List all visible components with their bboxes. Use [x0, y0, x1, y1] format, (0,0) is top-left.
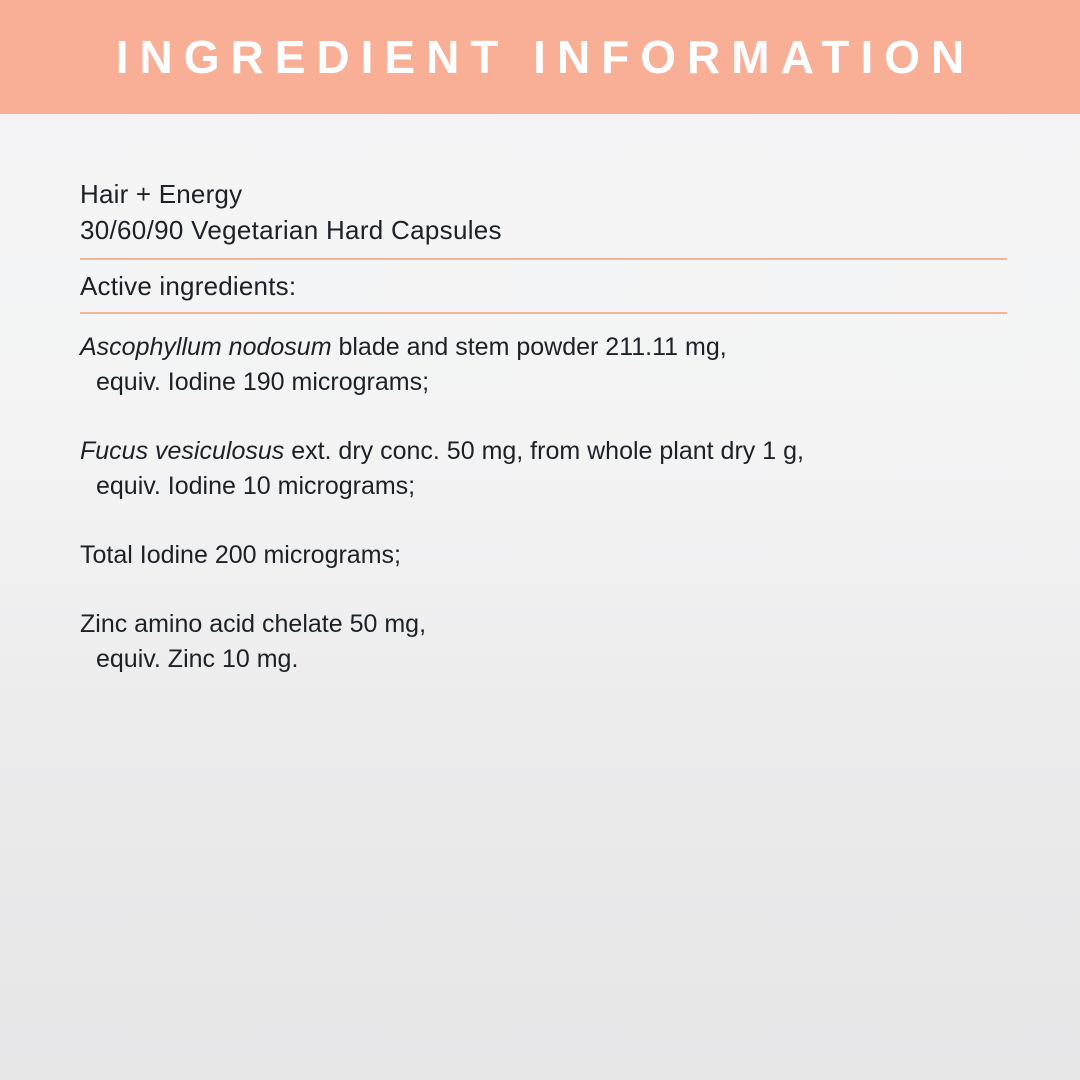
product-form: 30/60/90 Vegetarian Hard Capsules [80, 215, 502, 245]
ingredient-scientific-name: Fucus vesiculosus [80, 437, 285, 465]
ingredient-item [80, 607, 1007, 677]
ingredient-list [80, 330, 1007, 677]
ingredient-scientific-name: Ascophyllum nodosum [80, 333, 332, 361]
product-name: Hair + Energy [80, 179, 243, 209]
divider-bottom [80, 312, 1007, 314]
ingredient-equivalent: equiv. Iodine 10 micrograms; [96, 472, 416, 500]
ingredient-detail: blade and stem powder 211.11 mg, [331, 333, 727, 361]
section-heading: Active ingredients: [80, 271, 297, 301]
ingredient-detail: Total Iodine 200 micrograms; [80, 541, 401, 569]
ingredient-content [80, 176, 1007, 711]
ingredient-item [80, 538, 1007, 573]
ingredient-item [80, 434, 1007, 504]
ingredient-detail: Zinc amino acid chelate 50 mg, [80, 610, 427, 638]
divider-top [80, 258, 1007, 260]
ingredient-detail: ext. dry conc. 50 mg, from whole plant dry 1 g, [284, 437, 804, 465]
ingredient-equivalent: equiv. Zinc 10 mg. [96, 645, 299, 673]
ingredient-item [80, 330, 1007, 400]
ingredient-equivalent: equiv. Iodine 190 micrograms; [96, 368, 430, 396]
header-banner [0, 0, 1080, 114]
banner-title: INGREDIENT INFORMATION [115, 31, 976, 83]
